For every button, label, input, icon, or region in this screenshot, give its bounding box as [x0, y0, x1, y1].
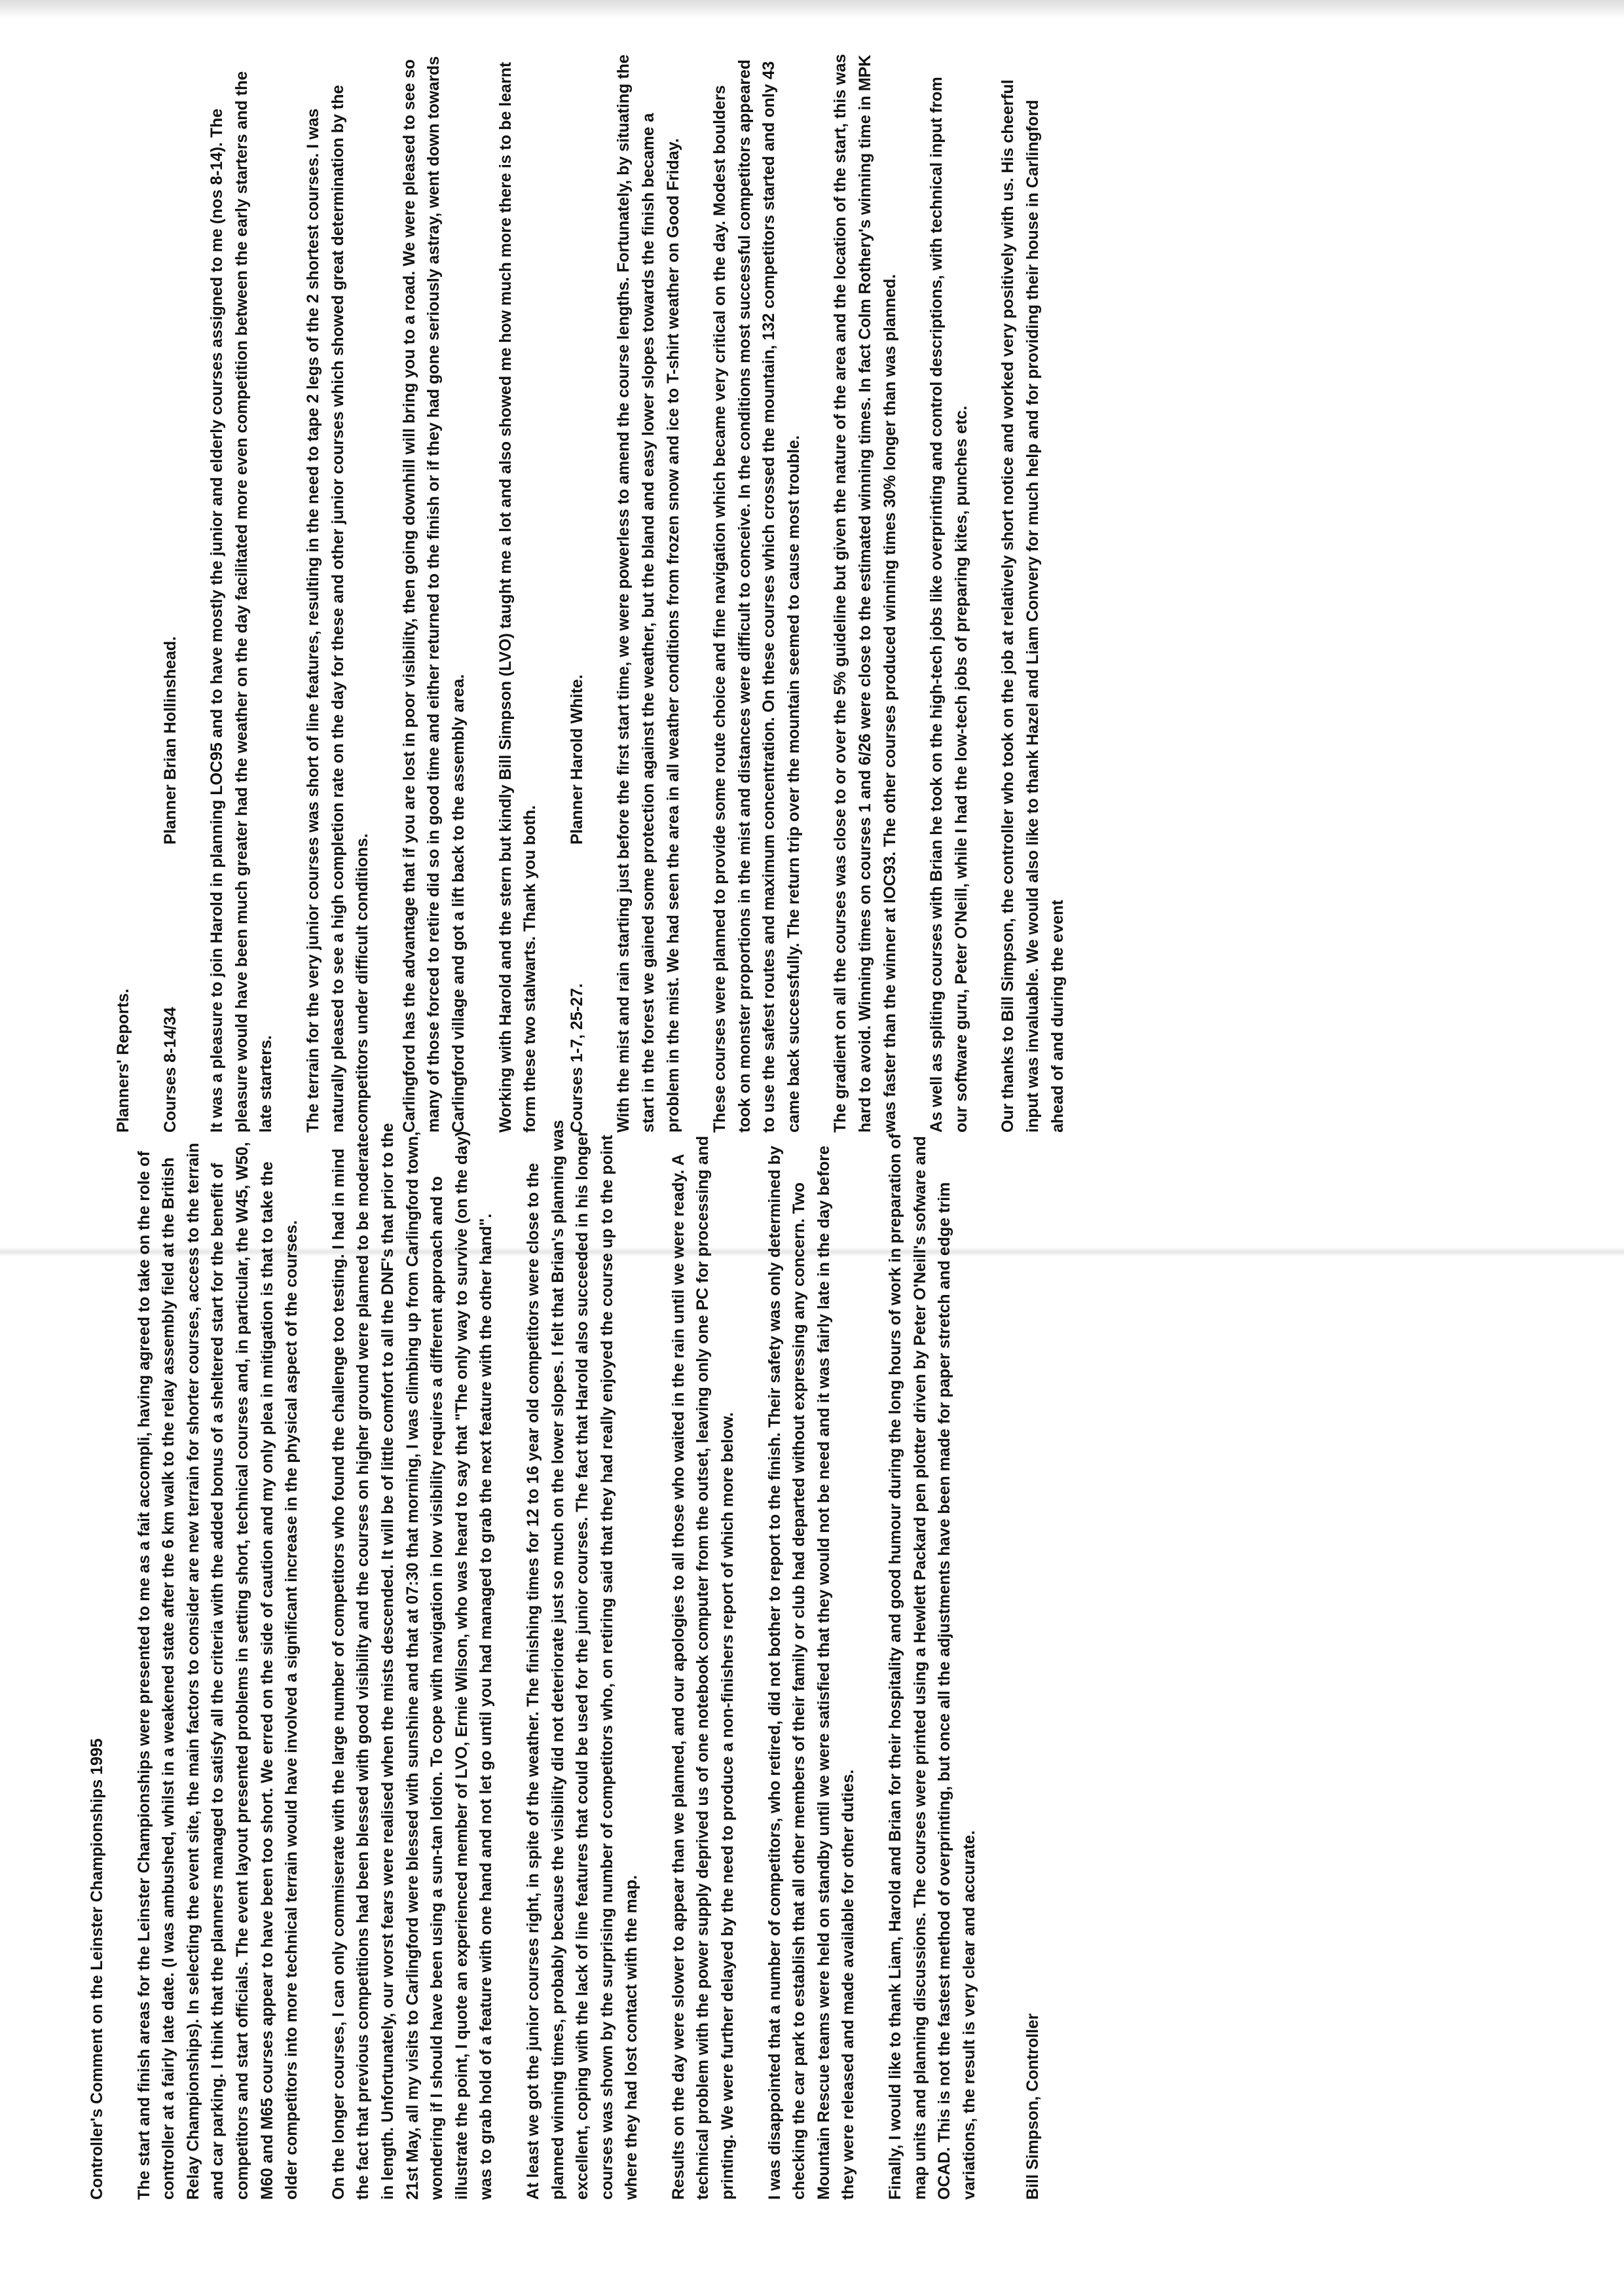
controller-paragraph: The start and finish areas for the Leinster Championships were presented to me as a fait accompli, having agreed to take on the role of controller at a fairly late date. (I was ambushed, whilst in a weakened state after the 6 km walk to the relay assembly field at the British Relay Championships). In selecting the event site, the main factors to consider are new terrain for shorter courses, access to the terrain and car parking. I think that the planners managed to satisfy all the criteria with the added bonus of a sheltered start for the benefit of competitors and start officials. The event layout presented problems in setting short, technical courses and, in particular, the W45, W50, M60 and M65 courses appear to have been too short. We erred on the side of caution and my only plea in mitigation is that to take the older competitors into more technical terrain would have involved a significant increase in the physical aspect of the courses.	[134, 1142, 301, 2200]
controller-paragraph: Results on the day were slower to appear than we planned, and our apologies to all those who waited in the rain until we were ready. A technical problem with the power supply deprived us of one notebook computer from the outset, leaving only one PC for processing and printing. We were further delayed by the need to produce a non-finishers report of which more below.	[669, 1135, 737, 2200]
controller-signature: Bill Simpson, Controller	[1024, 2013, 1043, 2200]
planner-paragraph: Carlingford has the advantage that if you are lost in poor visibility, then going downhill will bring you to a road. We were pleased to see so many of those forced to retire did so in good time and either returned to the finish or if they had gone seriously astray, went down towards Carlingford village and got a lift back to the assembly area.	[399, 56, 468, 1133]
controller-paragraph: At least we got the junior courses right, in spite of the weather. The finishing times for 12 to 16 year old competitors were close to the planned winning times, probably because the visibility did not deteriorate just so much on the lower slopes. I felt that Brian's planning was excellent, coping with the lack of line features that could be used for the junior courses. The fact that Harold also succeeded in his longer courses was shown by the surprising number of competitors who, on retiring said that they had really enjoyed the course up to the point where they had lost contact with the map.	[523, 1120, 641, 2200]
planner-paragraph: The gradient on all the courses was close to or over the 5% guideline but given the nature of the area and the location of the start, this was hard to avoid. Winning times on courses 1 and 6/26 were close to the estimated winning times. In fact Colm Rothery's winning time in MPK was faster than the winner at IOC93. The other courses produced winning times 30% longer than was planned.	[831, 54, 899, 1133]
section-planner-name: Planner Brian Hollinshead.	[160, 636, 179, 845]
planner-paragraph: These courses were planned to provide some route choice and fine navigation which became very critical on the day. Modest boulders took on monster proportions in the mist and distances were difficult to conceive. In the conditions most successful competitors appeared to use the safest routes and maximum concentration. On these courses which crossed the mountain, 132 competitors started and only 43 came back successfully. The return trip over the mountain seemed to cause most trouble.	[710, 59, 803, 1133]
controller-comment-title: Controller's Comment on the Leinster Championships 1995	[88, 1738, 106, 2200]
planner-paragraph: Working with Harold and the stern but kindly Bill Simpson (LVO) taught me a lot and also showed me how much more there is to be learnt form these two stalwarts. Thank you both.	[496, 62, 540, 1133]
section-planner-name: Planner Harold White.	[567, 674, 586, 845]
controller-comment-column	[85, 1120, 1046, 2200]
section-courses-label: Courses 8-14/34	[160, 1007, 179, 1133]
planner-paragraph: Our thanks to Bill Simpson, the controller who took on the job at relatively short notice and worked very positively with us. His cheerful input was invaluable. We would also like to thank Hazel and Liam Convery for much help and for providing their house in Carlingford ahead of and during the event	[999, 79, 1067, 1133]
planner-paragraph: The terrain for the very junior courses was short of line features, resulting in the need to tape 2 legs of the 2 shortest courses. I was naturally pleased to see a high completion rate on the day for these and other junior courses which showed great determination by the competitors under difficult conditions.	[303, 84, 372, 1133]
controller-paragraph: I was disappointed that a number of competitors, who retired, did not bother to report to the finish. Their safety was only determined by checking the car park to establish that all other members of their family or club had departed without expressing any concern. Two Mountain Rescue teams were held on standby until we were satisfied that they would not be need and it was fairly late in the day before they were released and made available for other duties.	[765, 1145, 858, 2200]
planner-paragraph: As well as spliting courses with Brian he took on the high-tech jobs like overprinting and control descriptions, with technical input from our software guru, Peter O'Neill, while I had the low-tech jobs of preparing kites, punches etc.	[927, 77, 970, 1133]
controller-paragraph: Finally, I would like to thank Liam, Harold and Brian for their hospitality and good humour during the long hours of work in preparation of map units and planning discussions. The courses were printed using a Hewlett Packard pen plotter driven by Peter O'Neill's sofware and OCAD. This is not the fastest method of overprinting, but once all the adjustments have been made for paper stretch and edge trim variations, the result is very clear and accurate.	[886, 1133, 978, 2200]
planners-reports-title: Planners' Reports.	[114, 989, 132, 1133]
planner-paragraph: With the mist and rain starting just before the first start time, we were powerless to amend the course lengths. Fortunately, by situating the start in the forest we gained some protection against the weather, but the bland and easy lower slopes towards the finish became a problem in the mist. We had seen the area in all weather conditions from frozen snow and ice to T-shirt weather on Good Friday.	[614, 54, 682, 1133]
section-header-courses-8-14	[158, 52, 183, 1133]
planner-paragraph: It was a pleasure to join Harold in planning LOC95 and to have mostly the junior and elderly courses assigned to me (nos 8-14). The pleasure would have been much greater had the weather on the day facilitated more even competition between the early starters and the late starters.	[208, 71, 276, 1133]
section-courses-label: Courses 1-7, 25-27.	[567, 983, 586, 1133]
scan-top-shadow	[0, 0, 1624, 18]
planners-reports-column	[111, 52, 1092, 1133]
controller-paragraph: On the longer courses, I can only commiserate with the large number of competitors who found the challenge too testing. I had in mind the fact that previous competitions had been blessed with good visibility and the courses on higher ground were planned to be moderate in length. Unfortunately, our worst fears were realised when the mists descended. It will be of little comfort to all the DNF's that prior to the 21st May, all my visits to Carlingford were blessed with sunshine and that at 07:30 that morning, I was climbing up from Carlingford town, wondering if I should have been using a sun-tan lotion. To cope with navigation in low visibility requires a different approach and to illustrate the point, I quote an experienced member of LVO, Ernie Wilson, who was heard to say that "The only way to survive (on the day) was to grab hold of a feature with one hand and not let go until you had managed to grab the next feature with the other hand".	[329, 1123, 496, 2200]
section-header-courses-1-7	[565, 52, 590, 1133]
